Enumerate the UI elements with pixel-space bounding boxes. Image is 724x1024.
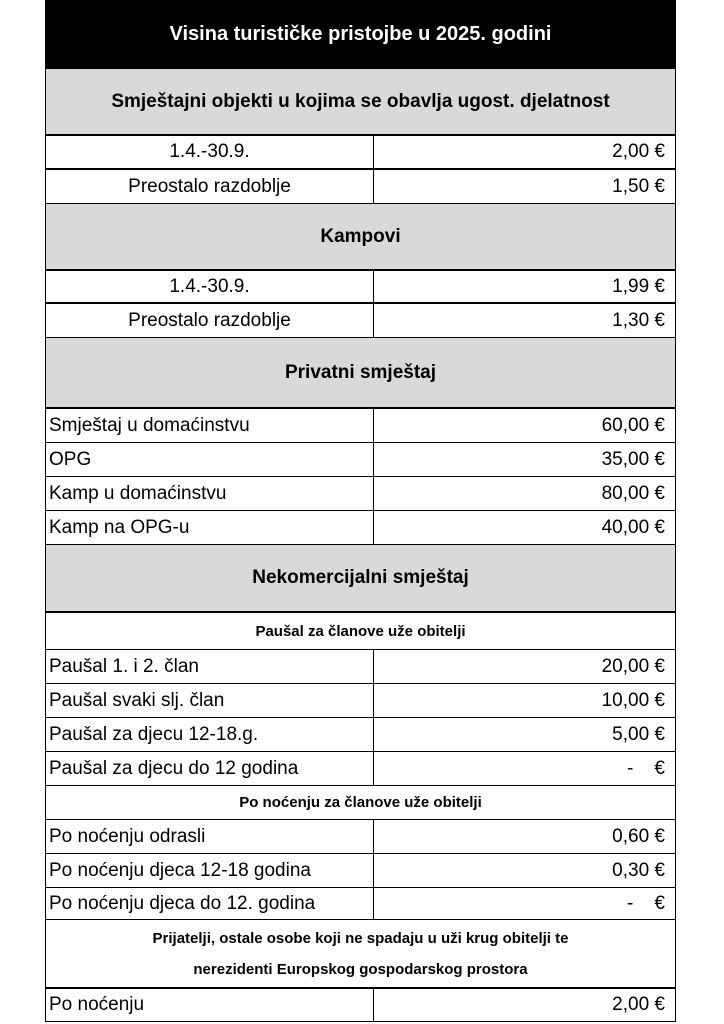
section-heading-text: Nekomercijalni smještaj	[252, 567, 469, 588]
tourist-tax-table	[45, 0, 676, 1022]
table-row	[46, 718, 675, 752]
row-label: Kamp na OPG-u	[46, 511, 374, 544]
table-row	[46, 170, 675, 204]
row-label: 1.4.-30.9.	[46, 136, 374, 168]
section-heading-text: Kampovi	[320, 225, 401, 247]
row-value: - €	[626, 892, 665, 914]
row-label: Po noćenju djeca 12-18 godina	[46, 854, 374, 887]
row-label: Kamp u domaćinstvu	[46, 477, 374, 510]
row-value: 40,00 €	[601, 516, 665, 538]
table-row	[46, 443, 675, 477]
table-row	[46, 752, 675, 786]
row-label: Paušal 1. i 2. član	[46, 650, 374, 683]
row-label: Po noćenju odrasli	[46, 820, 374, 853]
table-row	[46, 988, 675, 1021]
row-value: - €	[626, 757, 665, 779]
table-row	[46, 888, 675, 920]
row-label: Preostalo razdoblje	[46, 304, 374, 337]
table-row	[46, 854, 675, 888]
row-label: Paušal za djecu 12-18.g.	[46, 718, 374, 751]
row-label: Smještaj u domaćinstvu	[46, 409, 374, 442]
section-heading-text: Privatni smještaj	[284, 361, 437, 383]
table-row	[46, 511, 675, 545]
row-value: 1,99 €	[612, 275, 665, 297]
row-label: Po noćenju djeca do 12. godina	[46, 888, 374, 919]
table-row	[46, 409, 675, 443]
row-value: 1,50 €	[612, 175, 665, 197]
table-row	[46, 477, 675, 511]
row-label: OPG	[46, 443, 374, 476]
row-value: 2,00 €	[612, 994, 665, 1015]
row-value: 35,00 €	[601, 448, 665, 470]
table-row	[46, 271, 675, 304]
table-row	[46, 820, 675, 854]
row-value: 5,00 €	[612, 723, 665, 745]
row-label: Preostalo razdoblje	[46, 170, 374, 203]
row-value: 60,00 €	[601, 414, 665, 436]
row-label: Po noćenju	[46, 989, 374, 1021]
section-heading-nekomercijalni	[46, 545, 675, 613]
table-row	[46, 304, 675, 338]
row-label: Paušal svaki slj. član	[46, 684, 374, 717]
subheading-nocenje	[46, 786, 675, 820]
subheading-text: Po noćenju za članove uže obitelji	[239, 794, 482, 811]
row-value: 2,00 €	[612, 141, 665, 162]
section-heading-privatni	[46, 338, 675, 409]
note-line: nerezidenti Europskog gospodarskog prostora	[193, 960, 528, 978]
table-row	[46, 684, 675, 718]
table-title-text: Visina turističke pristojbe u 2025. godini	[169, 22, 552, 45]
subheading-text: Paušal za članove uže obitelji	[255, 622, 466, 640]
row-label: 1.4.-30.9.	[46, 271, 374, 302]
row-value: 20,00 €	[601, 655, 665, 677]
row-value: 0,30 €	[612, 859, 665, 881]
table-title	[46, 0, 675, 69]
note-line: Prijatelji, ostale osobe koji ne spadaju u uži krug obitelji te	[152, 929, 569, 947]
subheading-pausal	[46, 613, 675, 650]
section-heading-text: Smještajni objekti u kojima se obavlja ugost. djelatnost	[111, 90, 610, 112]
row-value: 1,30 €	[612, 309, 665, 331]
section-heading-kampovi	[46, 204, 675, 271]
table-row	[46, 136, 675, 170]
row-value: 10,00 €	[601, 689, 665, 711]
note-prijatelji	[46, 920, 675, 988]
table-row	[46, 650, 675, 684]
row-value: 0,60 €	[612, 825, 665, 847]
row-label: Paušal za djecu do 12 godina	[46, 752, 374, 785]
section-heading-ugost	[46, 69, 675, 136]
row-value: 80,00 €	[601, 482, 665, 504]
